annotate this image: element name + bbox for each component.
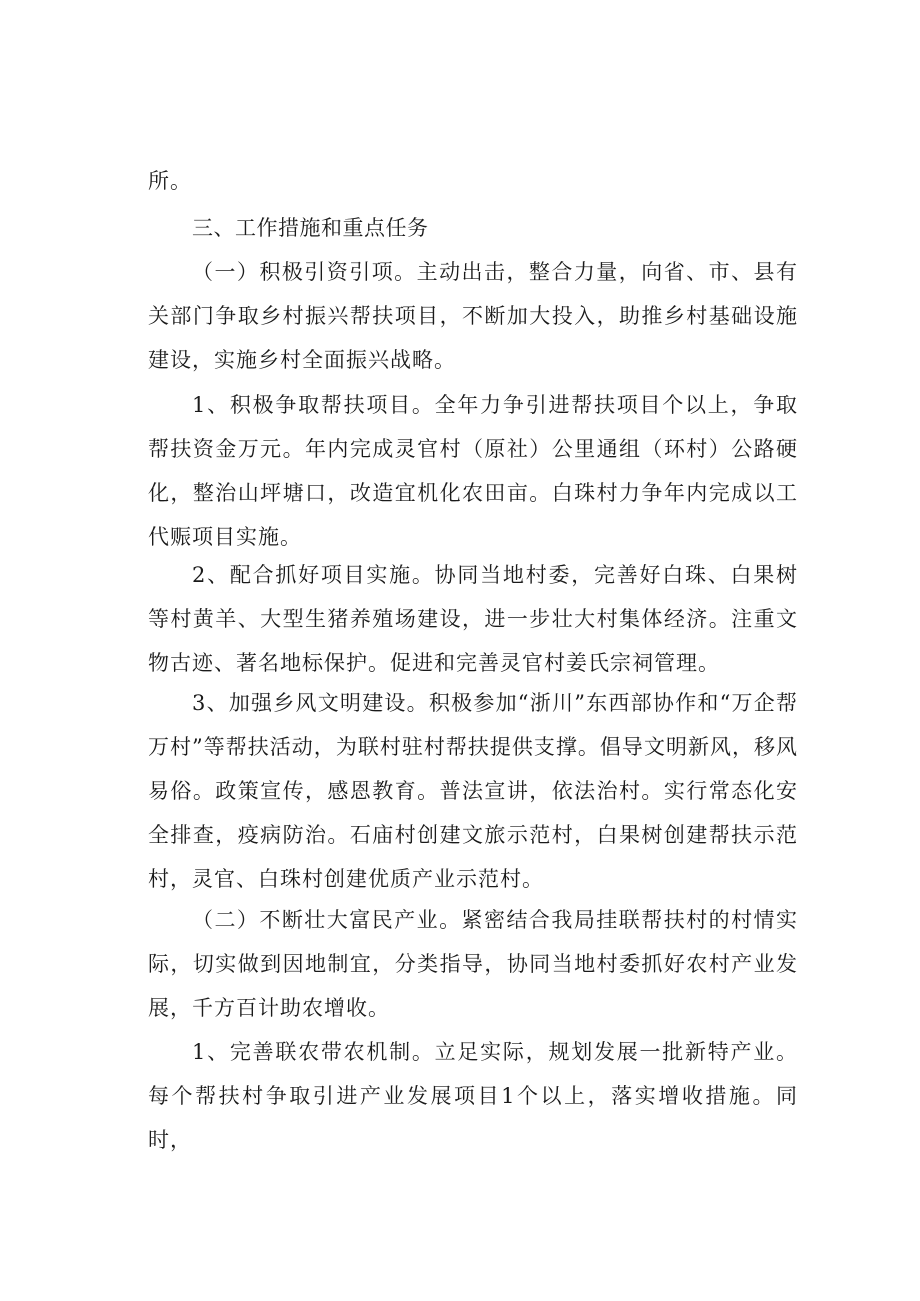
paragraph-continuation: 所。: [148, 169, 192, 193]
subsection-2-paragraph: （二）不断壮大富民产业。紧密结合我局挂联帮扶村的村情实际，切实做到因地制宜，分类指导，协同当地村委抓好农村产业发展，千方百计助农增收。: [148, 908, 798, 1020]
item-1-paragraph: 1、积极争取帮扶项目。全年力争引进帮扶项目个以上，争取帮扶资金万元。年内完成灵官村（原社）公里通组（环村）公路硬化，整治山坪塘口，改造宜机化农田亩。白珠村力争年内完成以工代赈项目实施。: [148, 393, 798, 549]
section-heading: 三、工作措施和重点任务: [192, 216, 429, 240]
item-2-paragraph: 2、配合抓好项目实施。协同当地村委，完善好白珠、白果树等村黄羊、大型生猪养殖场建设，进一步壮大村集体经济。注重文物古迹、著名地标保护。促进和完善灵官村姜氏宗祠管理。: [148, 563, 798, 675]
item-3-paragraph: 3、加强乡风文明建设。积极参加“浙川”东西部协作和“万企帮万村”等帮扶活动，为联村驻村帮扶提供支撑。倡导文明新风，移风易俗。政策宣传，感恩教育。普法宣讲，依法治村。实行常态化安全排查，疫病防治。石庙村创建文旅示范村，白果树创建帮扶示范村，灵官、白珠村创建优质产业示范村。: [148, 691, 798, 891]
subsection-2-item-1-paragraph: 1、完善联农带农机制。立足实际，规划发展一批新特产业。每个帮扶村争取引进产业发展项目1个以上，落实增收措施。同时，: [148, 1040, 798, 1152]
subsection-1-paragraph: （一）积极引资引项。主动出击，整合力量，向省、市、县有关部门争取乡村振兴帮扶项目，不断加大投入，助推乡村基础设施建设，实施乡村全面振兴战略。: [148, 260, 798, 372]
